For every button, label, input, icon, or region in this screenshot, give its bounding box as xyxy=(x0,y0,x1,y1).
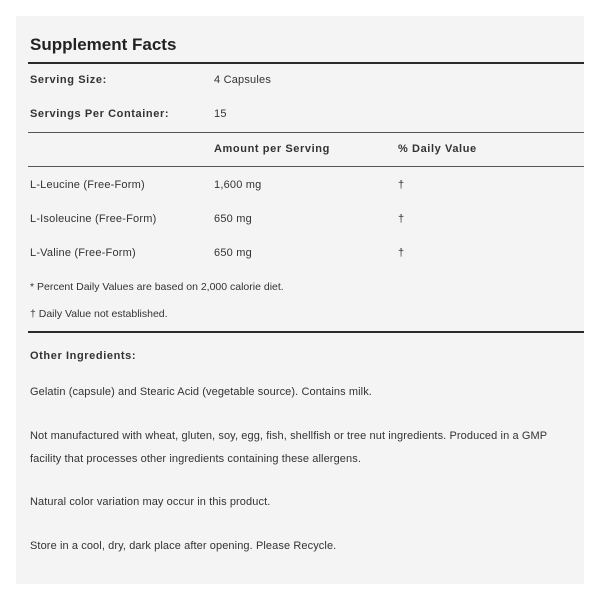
serving-divider xyxy=(28,132,584,133)
column-header-daily-value: % Daily Value xyxy=(398,143,477,155)
storage-instructions: Store in a cool, dry, dark place after opening. Please Recycle. xyxy=(30,540,337,552)
serving-size-label: Serving Size: xyxy=(30,74,107,86)
header-divider xyxy=(28,166,584,167)
supplement-facts-panel xyxy=(16,16,584,584)
percent-daily-value-note: * Percent Daily Values are based on 2,000 calorie diet. xyxy=(30,281,284,293)
ingredients-text: Gelatin (capsule) and Stearic Acid (vegetable source). Contains milk. xyxy=(30,386,372,398)
nutrient-amount: 1,600 mg xyxy=(214,179,262,191)
nutrient-amount: 650 mg xyxy=(214,213,252,225)
panel-title: Supplement Facts xyxy=(30,35,177,54)
nutrient-name: L-Valine (Free-Form) xyxy=(30,247,136,259)
title-divider xyxy=(28,62,584,64)
nutrient-name: L-Leucine (Free-Form) xyxy=(30,179,145,191)
other-ingredients-heading: Other Ingredients: xyxy=(30,350,137,362)
allergen-statement: Not manufactured with wheat, gluten, soy, egg, fish, shellfish or tree nut ingredients. Produced in a GMP facility that processes other ingredients containing these allergens. xyxy=(30,430,547,465)
nutrient-name: L-Isoleucine (Free-Form) xyxy=(30,213,157,225)
servings-per-container-label: Servings Per Container: xyxy=(30,108,170,120)
nutrient-daily-value: † xyxy=(398,179,405,191)
column-header-amount: Amount per Serving xyxy=(214,143,330,155)
servings-per-container-value: 15 xyxy=(214,108,227,120)
color-variation-note: Natural color variation may occur in this product. xyxy=(30,496,271,508)
serving-size-value: 4 Capsules xyxy=(214,74,272,86)
nutrient-amount: 650 mg xyxy=(214,247,252,259)
nutrient-daily-value: † xyxy=(398,213,405,225)
nutrient-daily-value: † xyxy=(398,247,405,259)
dagger-note: † Daily Value not established. xyxy=(30,308,168,320)
notes-divider xyxy=(28,331,584,333)
